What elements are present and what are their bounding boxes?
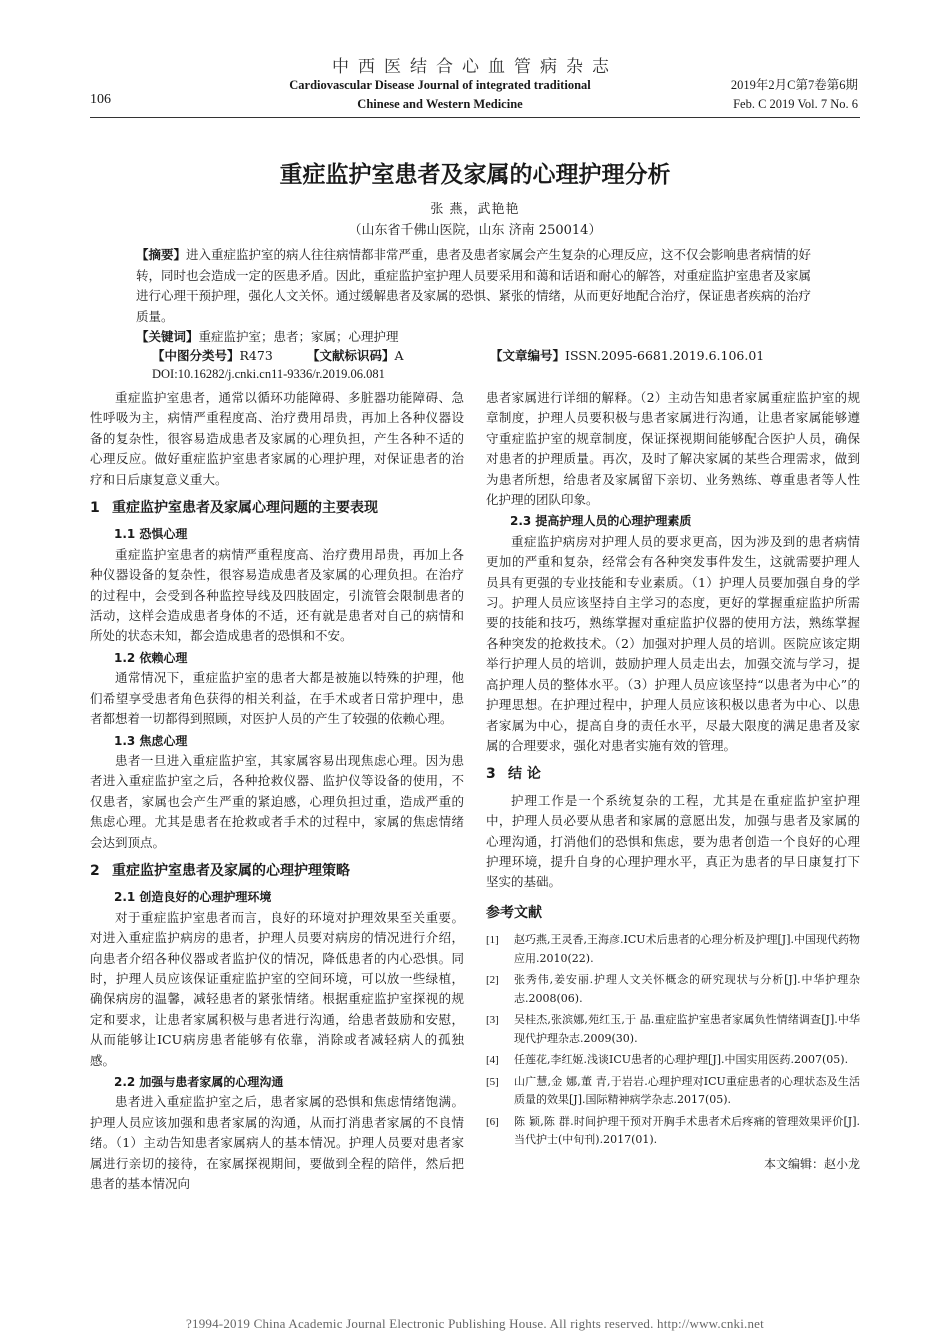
section-3-title: 结 论 <box>508 766 541 783</box>
reference-text: 吴桂杰,张滨娜,苑红玉,于 晶.重症监护室患者家属负性情绪调查[J].中华现代护理杂志.2009(30). <box>514 1013 860 1045</box>
reference-item <box>486 1113 860 1150</box>
reference-text: 山广慧,金 娜,董 青,于岩岩.心理护理对ICU重症患者的心理状态及生活质量的效果[J].国际精神病学杂志.2017(05). <box>514 1074 860 1107</box>
article-no-value: ISSN.2095-6681.2019.6.106.01 <box>565 348 765 363</box>
section-2-3-text: 重症监护病房对护理人员的要求更高，因为涉及到的患者病情更加的严重和复杂，经常会有各种突发事件发生，这就需要护理人员具有更强的专业技能和专业素质。（1）护理人员要加强自身的学习。护理人员应该坚持自主学习的态度，更好的掌握重症监护所需要的技能和技巧，熟练掌握对重症监护仪器的使用方法，熟练掌握各种突发的抢救技术。（2）加强对护理人员的培训。医院应该定期举行护理人员的培训，鼓励护理人员走出去，加强交流与学习，提高护理人员的整体水平。（3）护理人员应该坚持“以患者为中心”的护理思想。在护理过程中，护理人员应该积极以患者为中心、以患者家属为中心，提高自身的责任水平，尽最大限度的满足患者及家属的合理要求，强化对患者实施有效的管理。 <box>486 533 860 753</box>
abstract <box>136 245 814 327</box>
reference-number: [2] <box>486 974 499 987</box>
journal-title-en-line2: Chinese and Western Medicine <box>357 97 523 111</box>
section-1-1-text: 重症监护室患者的病情严重程度高、治疗费用昂贵，再加上各种仪器设备的复杂性，很容易造成患者及家属的心理负担。在治疗的过程中，会受到各种监控导线及四肢固定，引流管会限制患者的活动，这样会造成患者身体的不适，还有就是患者对自己的病情和所处的状态未知，都会造成患者的恐惧和不安。 <box>90 546 464 644</box>
reference-item <box>486 931 860 968</box>
section-1-heading <box>90 498 464 518</box>
reference-text: 张秀伟,姜安丽.护理人文关怀概念的研究现状与分析[J].中华护理杂志.2008(06). <box>514 973 860 1005</box>
section-3-heading <box>486 764 860 784</box>
keywords-label: 【关键词】 <box>136 329 199 344</box>
keywords <box>136 327 814 348</box>
section-2-2-text-part1: 患者进入重症监护室之后，患者家属的恐惧和焦虑情绪饱满。护理人员应该加强和患者家属的沟通，从而打消患者家属的不良情绪。（1）主动告知患者家属病人的基本情况。护理人员要对患者家属进行亲切的接待，在家属探视期间，要做到全程的陪伴，然后把患者的基本情况向 <box>90 1094 464 1192</box>
reference-number: [6] <box>486 1115 499 1128</box>
issue-cn: 2019年2月C第7卷第6期 <box>730 78 858 92</box>
doc-code <box>307 346 404 366</box>
abstract-block <box>136 245 814 348</box>
reference-number: [3] <box>486 1014 499 1027</box>
journal-title-en-line1: Cardiovascular Disease Journal of integrated traditional <box>289 78 591 92</box>
issue-info <box>731 76 858 114</box>
section-1-1-heading: 1.1 恐惧心理 <box>114 527 188 542</box>
copyright-footer: ?1994-2019 China Academic Journal Electronic Publishing House. All rights reserved. http://www.cnki.net <box>186 1316 764 1331</box>
authors: 张 燕，武艳艳 <box>430 202 520 217</box>
journal-title-en <box>250 76 630 114</box>
article-title: 重症监护室患者及家属的心理护理分析 <box>279 162 671 188</box>
reference-number: [1] <box>486 934 499 947</box>
clc <box>152 346 273 366</box>
reference-item <box>486 1073 860 1110</box>
section-2-heading <box>90 861 464 881</box>
reference-number: [4] <box>486 1054 499 1067</box>
reference-text: 任莲花,李红姬.浅谈ICU患者的心理护理[J].中国实用医药.2007(05). <box>514 1053 849 1067</box>
article-no-label: 【文章编号】 <box>490 348 566 363</box>
intro-paragraph: 重症监护室患者，通常以循环功能障碍、多脏器功能障碍、急性呼吸为主，病情严重程度高、治疗费用昂贵，再加上各种仪器设备的复杂性，很容易造成患者及家属的心理负担，产生各种不适的心理反应。做好重症监护室患者家属的心理护理，对保证患者的治疗和日后康复意义重大。 <box>90 390 464 487</box>
section-1-2-text: 通常情况下，重症监护室的患者大都是被施以特殊的护理，他们希望享受患者角色获得的相关利益，在手术或者日常护理中，患者都想着一切都得到照顾，对医护人员的产生了较强的依赖心理。 <box>90 670 464 727</box>
section-2-title: 重症监护室患者及家属的心理护理策略 <box>112 862 350 879</box>
article-no <box>490 346 764 366</box>
section-1-2-heading: 1.2 依赖心理 <box>114 650 188 665</box>
section-2-number: 2 <box>90 862 100 879</box>
reference-item <box>486 1051 860 1070</box>
header-rule <box>90 117 860 118</box>
left-column <box>90 388 464 1194</box>
reference-item <box>486 1011 860 1048</box>
clc-label: 【中图分类号】 <box>152 348 240 363</box>
section-1-number: 1 <box>90 500 100 517</box>
affiliation: （山东省千佛山医院，山东 济南 250014） <box>348 223 602 238</box>
references-list <box>486 931 860 1150</box>
section-3-number: 3 <box>486 766 496 783</box>
section-1-3-heading: 1.3 焦虑心理 <box>114 733 188 748</box>
reference-text: 陈 颖,陈 群.时间护理干预对开胸手术患者术后疼痛的管理效果评价[J].当代护士(中旬刊).2017(01). <box>514 1114 860 1147</box>
section-2-3-heading: 2.3 提高护理人员的心理护理素质 <box>510 514 692 529</box>
section-3-text: 护理工作是一个系统复杂的工程，尤其是在重症监护室护理中，护理人员必要从患者和家属的意愿出发，加强与患者及家属的心理沟通，打消他们的恐惧和焦虑，要为患者创造一个良好的心理护理环境，提升自身的心理护理水平，真正为患者的早日康复打下坚实的基础。 <box>486 792 860 890</box>
doi: DOI:10.16282/j.cnki.cn11-9336/r.2019.06.081 <box>152 367 385 381</box>
references-heading: 参考文献 <box>486 904 542 921</box>
abstract-text: 进入重症监护室的病人往往病情都非常严重，患者及患者家属会产生复杂的心理反应，这不仅会影响患者病情的好转，同时也会造成一定的医患矛盾。因此，重症监护室护理人员要采用和蔼和话语和耐心的解答，对重症监护室患者及家属进行心理干预护理，强化人文关怀。通过缓解患者及家属的恐惧、紧张的情绪，从而更好地配合治疗，保证患者疾病的治疗质量。 <box>136 247 812 324</box>
clc-value: R473 <box>239 348 273 363</box>
issue-en: Feb. C 2019 Vol. 7 No. 6 <box>733 97 858 111</box>
keywords-text: 重症监护室；患者；家属；心理护理 <box>198 329 399 344</box>
section-2-1-text: 对于重症监护室患者而言，良好的环境对护理效果至关重要。对进入重症监护病房的患者，护理人员要对病房的情况进行介绍，向患者介绍各种仪器或者监护仪的情况，降低患者的内心恐惧。同时，护理人员应该保证重症监护室的空间环境，可以放一些绿植，确保病房的温馨，减轻患者的紧张情绪。根据重症监护室探视的规定和要求，让患者家属积极与患者进行沟通，给患者鼓励和安慰，从而能够让ICU病房患者能够有依靠，消除或者减轻病人的孤独感。 <box>90 909 464 1068</box>
doc-code-value: A <box>394 348 404 363</box>
section-2-1-heading: 2.1 创造良好的心理护理环境 <box>114 890 272 905</box>
reference-text: 赵巧燕,王灵香,王海彦.ICU术后患者的心理分析及护理[J].中国现代药物应用.2010(22). <box>514 933 861 965</box>
abstract-label: 【摘要】 <box>136 247 187 262</box>
section-2-2-heading: 2.2 加强与患者家属的心理沟通 <box>114 1075 284 1089</box>
section-1-3-text: 患者一旦进入重症监护室，其家属容易出现焦虑心理。因为患者进入重症监护室之后，各种抢救仪器、监护仪等设备的使用，不仅患者，家属也会产生严重的紧迫感，心理负担过重，造成严重的焦虑心理。尤其是患者在抢救或者手术的过程中，家属的焦虑情绪会达到顶点。 <box>90 752 464 850</box>
section-1-title: 重症监护室患者及家属心理问题的主要表现 <box>112 500 378 517</box>
editor-credit: 本文编辑：赵小龙 <box>763 1156 860 1171</box>
right-column <box>486 388 860 1174</box>
section-2-2-text-part2: 患者家属进行详细的解释。（2）主动告知患者家属重症监护室的规章制度，护理人员要积极与患者家属进行沟通，让患者家属能够遵守重症监护室的规章制度，保证探视期间能够配合医护人员，确保对患者的护理质量。再次，及时了解决家属的某些合理需求，做到为患者所想，给患者及家属留下亲切、业务熟练、尊重患者等人性化护理的团队印象。 <box>486 390 860 508</box>
reference-item <box>486 971 860 1008</box>
journal-title-cn: 中西医结合心血管病杂志 <box>332 57 618 77</box>
page-number: 106 <box>90 92 111 107</box>
doc-code-label: 【文献标识码】 <box>307 348 395 363</box>
reference-number: [5] <box>486 1075 499 1088</box>
